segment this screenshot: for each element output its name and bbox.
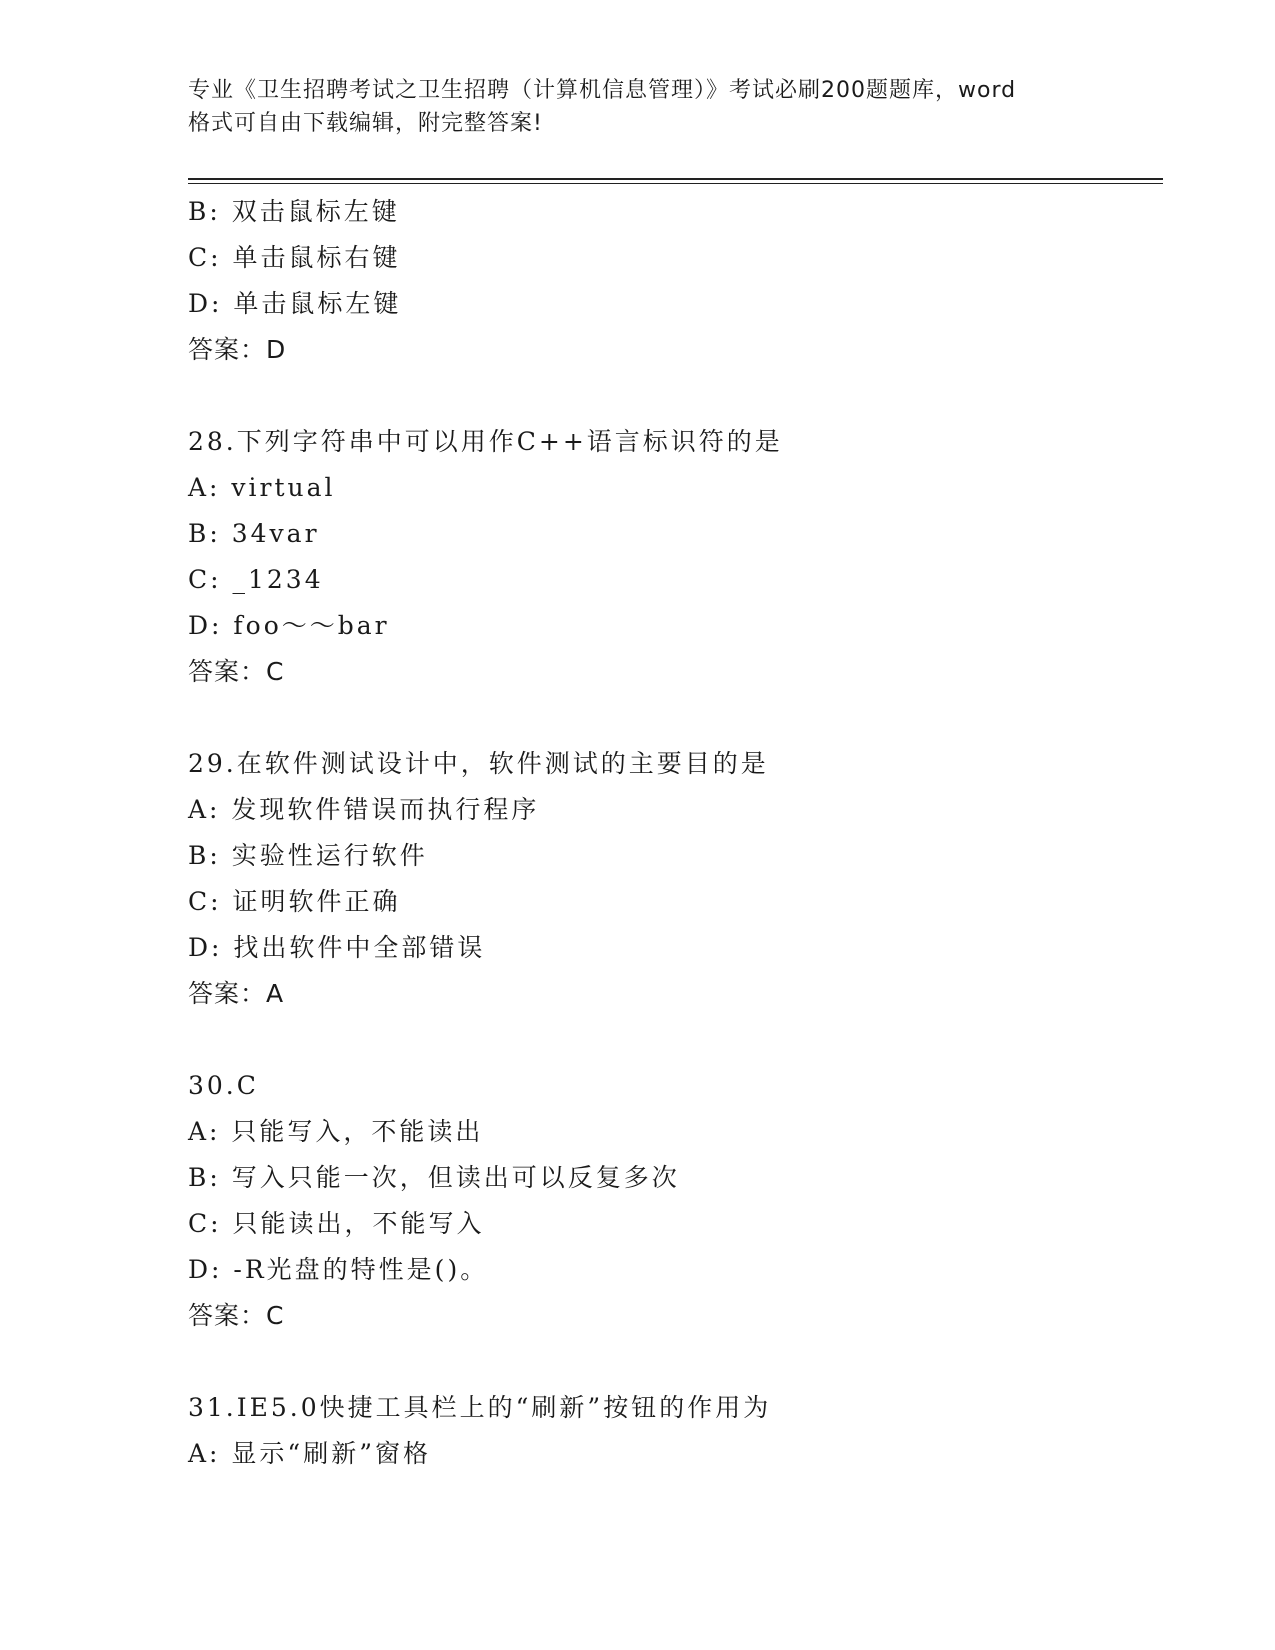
option-line: D: -R光盘的特性是()。 (188, 1255, 489, 1284)
option-line: C: 只能读出，不能写入 (188, 1209, 485, 1238)
question-content (188, 189, 1148, 1477)
answer-line: 答案：C (188, 657, 285, 686)
question-stem: 29.在软件测试设计中，软件测试的主要目的是 (188, 749, 769, 778)
header-divider-thick (188, 178, 1163, 180)
option-line: C: 证明软件正确 (188, 887, 401, 916)
option-line: B: 双击鼠标左键 (188, 197, 400, 226)
question-stem: 30.C (188, 1071, 259, 1100)
answer-line: 答案：C (188, 1301, 285, 1330)
option-line: C: _1234 (188, 565, 324, 594)
header-line-1: 专业《卫生招聘考试之卫生招聘（计算机信息管理）》考试必刷200题题库，word (188, 78, 1017, 103)
option-line: A: 只能写入，不能读出 (188, 1117, 484, 1146)
option-line: B: 写入只能一次，但读出可以反复多次 (188, 1163, 680, 1192)
answer-line: 答案：A (188, 979, 285, 1008)
option-line: D: 单击鼠标左键 (188, 289, 402, 318)
option-line: B: 34var (188, 519, 320, 548)
option-line: A: virtual (188, 473, 336, 502)
document-header (188, 74, 1088, 140)
option-line: D: foo～～bar (188, 611, 390, 640)
spacer (188, 695, 1148, 741)
option-line: B: 实验性运行软件 (188, 841, 428, 870)
option-line: C: 单击鼠标右键 (188, 243, 401, 272)
spacer (188, 1339, 1148, 1385)
option-line: A: 发现软件错误而执行程序 (188, 795, 540, 824)
header-divider-thin (188, 183, 1163, 184)
option-line: D: 找出软件中全部错误 (188, 933, 486, 962)
spacer (188, 1017, 1148, 1063)
question-stem: 28.下列字符串中可以用作C++语言标识符的是 (188, 427, 783, 456)
option-line: A: 显示“刷新”窗格 (188, 1439, 431, 1468)
question-stem: 31.IE5.0快捷工具栏上的“刷新”按钮的作用为 (188, 1393, 772, 1422)
header-line-2: 格式可自由下载编辑，附完整答案! (188, 111, 543, 136)
spacer (188, 373, 1148, 419)
answer-line: 答案：D (188, 335, 287, 364)
